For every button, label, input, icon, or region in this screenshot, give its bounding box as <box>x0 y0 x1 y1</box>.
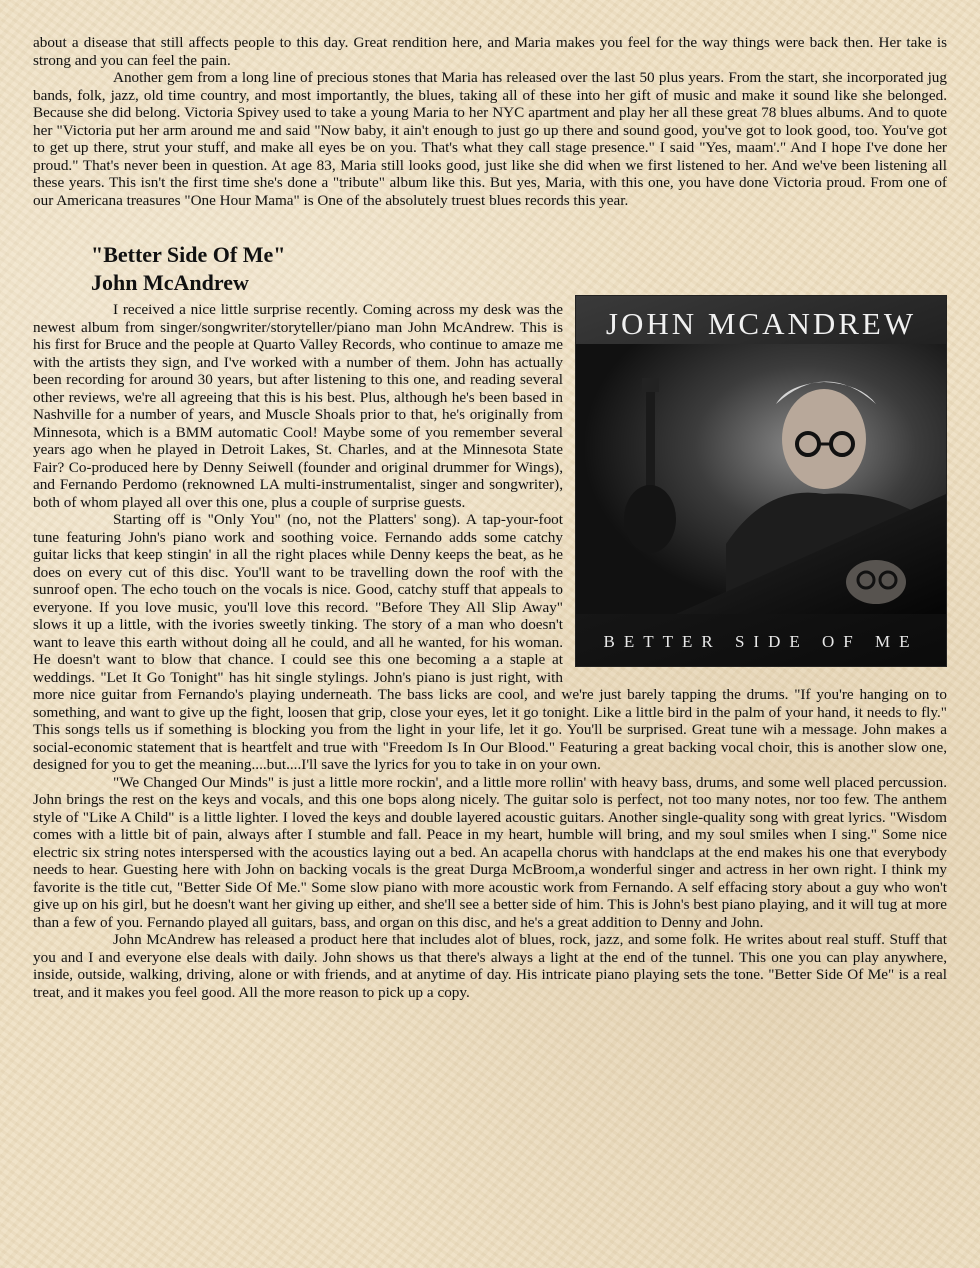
review-heading <box>91 241 947 297</box>
review-paragraph-3: "We Changed Our Minds" is just a little more rockin', and a little more rollin' with heavy bass, drums, and some well placed percussion. John brings the rest on the keys and vocals, and this one bops along nicely. The guitar solo is perfect, not too many notes, nor too few. The anthem style of "Like A Child" is a little lighter. I loved the keys and double layered acoustic guitars. Another single-quality song with great lyrics. "Wisdom comes with a little bit of pain, always after I stumble and fall. Peace in my heart, humble will bring, and my soul smiles when I sing." Some nice electric six string notes interspersed with the acoustics laying out a bed. An acapella chorus with handclaps at the end makes his one that everybody needs to hear. Guesting here with John on backing vocals is the great Durga McBroom,a wonderful singer and actress in her own right. I think my favorite is the title cut, "Better Side Of Me." Some slow piano with more acoustic work from Fernando. A self effacing story about a guy who won't give up on his girl, but he doesn't want her giving up either, and she'll see a better side of him. This is John's best piano playing, and it will tug at more than a few of you. Fernando played all guitars, bass, and organ on this disc, and he's a great addition to Denny and John. <box>33 773 947 931</box>
review-paragraph-1: I received a nice little surprise recently. Coming across my desk was the newest album from singer/songwriter/storyteller/piano man John McAndrew. This is his first for Bruce and the people at Quarto Valley Records, who continue to amaze me with the artists they sign, and I've worked with a number of them. John has actually been recording for around 30 years, but after listening to this one, and reading several other reviews, we're all agreeing that this is his best. Plus, although he's been based in Nashville for a number of years, and Muscle Shoals prior to that, he's originally from Minnesota, which is a BMM automatic Cool! Maybe some of you remember several years ago when he played in Detroit Lakes, St. Charles, and at the Minnesota State Fair? Co-produced here by Denny Seiwell (founder and original drummer for Wings), and Fernando Perdomo (reknowned LA multi-instrumentalist, singer and songwriter), both of whom played all over this one, plus a couple of surprise guests. <box>33 301 563 511</box>
album-cover-title-text: BETTER SIDE OF ME <box>603 632 919 651</box>
review-paragraph-4: John McAndrew has released a product here that includes alot of blues, rock, jazz, and some folk. He writes about real stuff. Stuff that you and I and everyone else deals with daily. John shows us that there's always a light at the end of the tunnel. This one you can play anywhere, inside, outside, walking, driving, alone or with friends, and at anytime of day. His intricate piano playing sets the tone. "Better Side Of Me" is a real treat, and it makes you feel good. All the more reason to pick up a copy. <box>33 931 947 1001</box>
intro-paragraph-1: about a disease that still affects people to this day. Great rendition here, and Maria makes you feel for the way things were back then. Her take is strong and you can feel the pain. <box>33 34 947 69</box>
review-artist-name: John McAndrew <box>91 270 249 295</box>
article-page <box>33 34 947 1001</box>
intro-paragraph-2: Another gem from a long line of precious stones that Maria has released over the last 50 plus years. From the start, she incorporated jug bands, folk, jazz, old time country, and most importantly, the blues, taking all of these into her gift of music and make it sound like she belonged. Because she did belong. Victoria Spivey used to take a young Maria to her NYC apartment and play her all these great 78 blues albums. And to quote her "Victoria put her arm around me and said "Now baby, it ain't enough to just go up there and sound good, you've got to look good, too. You've got to get up there, strut your stuff, and make all eyes be on you. That's what they call stage presence." I said "Yes, maam'." And I hope I've done her proud." That's never been in question. At age 83, Maria still looks good, just like she did when we first listened to her. And we've been listening all these years. This isn't the first time she's done a "tribute" album like this. But yes, Maria, with this one, you have done Victoria proud. From one of our Americana treasures "One Hour Mama" is One of the absolutely truest blues records this year. <box>33 69 947 209</box>
review-album-title: "Better Side Of Me" <box>91 242 286 267</box>
review-paragraph-2: Starting off is "Only You" (no, not the Platters' song). A tap-your-foot tune featuring John's piano work and soothing voice. Fernando adds some catchy guitar licks that keep stingin' in all the right places while Denny keeps the beat, as he does on every cut of this disc. You'll want to be travelling down the roof with the sunroof open. The echo touch on the vocals is nice. Good, catchy stuff that appeals to everyone. If you love music, you'll love this record. "Before They All Slip Away" slows it up a little, with the ivories sweetly tinking. The story of a man who doesn't want to leave this earth without doing all he could, and all he wanted, for his woman. He doesn't want to blow that chance. I could see this one becoming a a staple at weddings. "Let It Go Tonight" has hit single stylings. John's piano is just right, with more nice guitar from Fernando's playing underneath. The bass licks are cool, and we're just barely tapping the drums. "If you're hanging on to something, and want to give up the fight, loosen that grip, close your eyes, let it go tonight. Like a little bird in the palm of your hand, it needs to fly." This songs tells us if something is blocking you from the light in your life, let it go. You'll be surprised. Great tune wih a message. John makes a social-economic statement that is heartfelt and true with "Freedom Is In Our Blood." Featuring a great backing vocal choir, this is another slow one, designed for you to get the meaning....but....I'll save the lyrics for you to take in on your own. <box>33 511 947 773</box>
album-cover-image <box>575 295 947 667</box>
album-cover-artist-text: JOHN MCANDREW <box>605 306 917 341</box>
album-cover-photo <box>576 344 946 614</box>
